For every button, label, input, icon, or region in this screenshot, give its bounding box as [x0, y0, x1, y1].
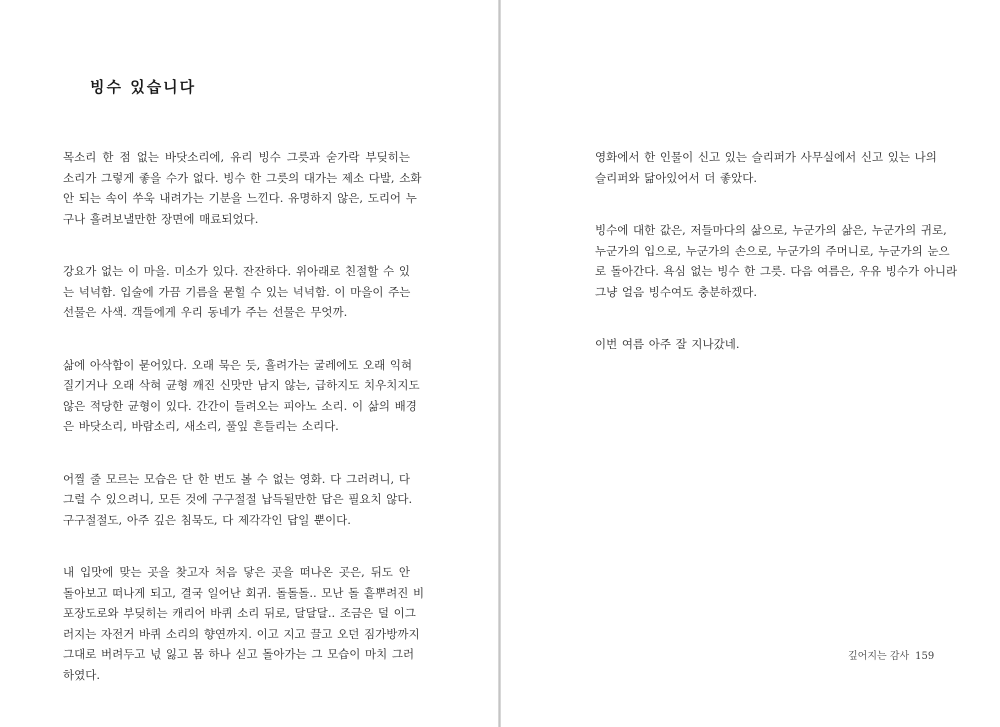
- text-line: 소리가 그렇게 좋을 수가 없다. 빙수 한 그릇의 대가는 제소 다발, 소화: [63, 170, 422, 185]
- text-line: 영화에서 한 인물이 신고 있는 슬리퍼가 사무실에서 신고 있는 나의: [595, 150, 937, 164]
- paragraph: [595, 220, 958, 302]
- right-body-text: [595, 147, 958, 387]
- text-line: 삶에 아삭함이 묻어있다. 오래 묵은 듯, 흘려가는 굴레에도 오래 익혀: [63, 357, 413, 372]
- text-line: 안 되는 속이 쑤욱 내려가는 기분을 느낀다. 유명하지 않은, 도리어 누: [63, 191, 417, 205]
- text-line: 어찔 줄 모르는 모습은 단 한 번도 볼 수 없는 영화. 다 그러려니, 다: [63, 471, 410, 486]
- text-line: 슬리퍼와 닮아있어서 더 좋았다.: [595, 170, 758, 185]
- paragraph: [63, 147, 422, 229]
- text-line: 구나 흘려보낼만한 장면에 매료되었다.: [63, 211, 259, 226]
- running-footer: [848, 647, 934, 662]
- text-line: 이번 여름 아주 잘 지나갔네.: [595, 337, 740, 351]
- text-line: 강요가 없는 이 마을. 미소가 있다. 잔잔하다. 위아래로 친절할 수 있: [63, 264, 410, 278]
- paragraph: [595, 147, 937, 188]
- text-line: 목소리 한 점 없는 바닷소리에, 유리 빙수 그릇과 숟가락 부딪히는: [63, 150, 410, 164]
- text-line: 내 입맛에 맞는 곳을 찾고자 처음 닿은 곳을 떠나온 곳은, 뒤도 안: [63, 565, 410, 579]
- text-line: 돌아보고 떠나게 되고, 결국 일어난 회귀. 돌돌돌.. 모난 돌 흩뿌려진 비: [63, 585, 425, 600]
- text-line: 질기거나 오래 삭혀 균형 깨진 신맛만 남지 않는, 급하지도 치우치지도: [63, 378, 420, 392]
- paragraph: [595, 334, 927, 355]
- left-body-text: [63, 147, 425, 717]
- running-title: 깊어지는 감사: [848, 651, 910, 662]
- text-line: 선물은 사색. 객들에게 우리 동네가 주는 선물은 무엇까.: [63, 305, 348, 319]
- text-line: 누군가의 입으로, 누군가의 손으로, 누군가의 주머니로, 누군가의 눈으: [595, 243, 950, 258]
- page-number: 159: [915, 651, 935, 662]
- text-line: 는 넉넉함. 입술에 가끔 기름을 묻힐 수 있는 넉넉함. 이 마을이 주는: [63, 284, 411, 299]
- text-line: 않은 적당한 균형이 있다. 간간이 들려오는 피아노 소리. 이 삶의 배경: [63, 398, 417, 413]
- chapter-title: 빙수 있습니다: [90, 78, 197, 96]
- paragraph: [63, 261, 410, 323]
- paragraph: [63, 355, 420, 437]
- right-page: [501, 0, 1000, 727]
- text-line: 로 돌아간다. 욕심 없는 빙수 한 그릇. 다음 여름은, 우유 빙수가 아니라: [595, 264, 958, 278]
- text-line: 그대로 버려두고 넋 잃고 몸 하나 싣고 돌아가는 그 모습이 마치 그러: [63, 647, 415, 661]
- text-line: 하였다.: [63, 667, 100, 682]
- text-line: 구구절절도, 아주 깊은 침묵도, 다 제각각인 답일 뿐이다.: [63, 512, 351, 527]
- left-page: [0, 0, 498, 727]
- text-line: 은 바닷소리, 바람소리, 새소리, 풀잎 흔들리는 소리다.: [63, 419, 339, 433]
- paragraph: [63, 562, 425, 685]
- text-line: 포장도로와 부딪히는 캐리어 바퀴 소리 뒤로, 달달달.. 조금은 덜 이그: [63, 606, 416, 620]
- paragraph: [63, 469, 413, 531]
- text-line: 러지는 자전거 바퀴 소리의 향연까지. 이고 지고 끌고 오던 짐가방까지: [63, 626, 420, 641]
- text-line: 그냥 얼음 빙수여도 충분하겠다.: [595, 284, 758, 299]
- text-line: 그럴 수 있으려니, 모든 것에 구구절절 납득될만한 답은 필요치 않다.: [63, 492, 413, 506]
- text-line: 빙수에 대한 값은, 저들마다의 삶으로, 누군가의 삶은, 누군가의 귀로,: [595, 223, 947, 237]
